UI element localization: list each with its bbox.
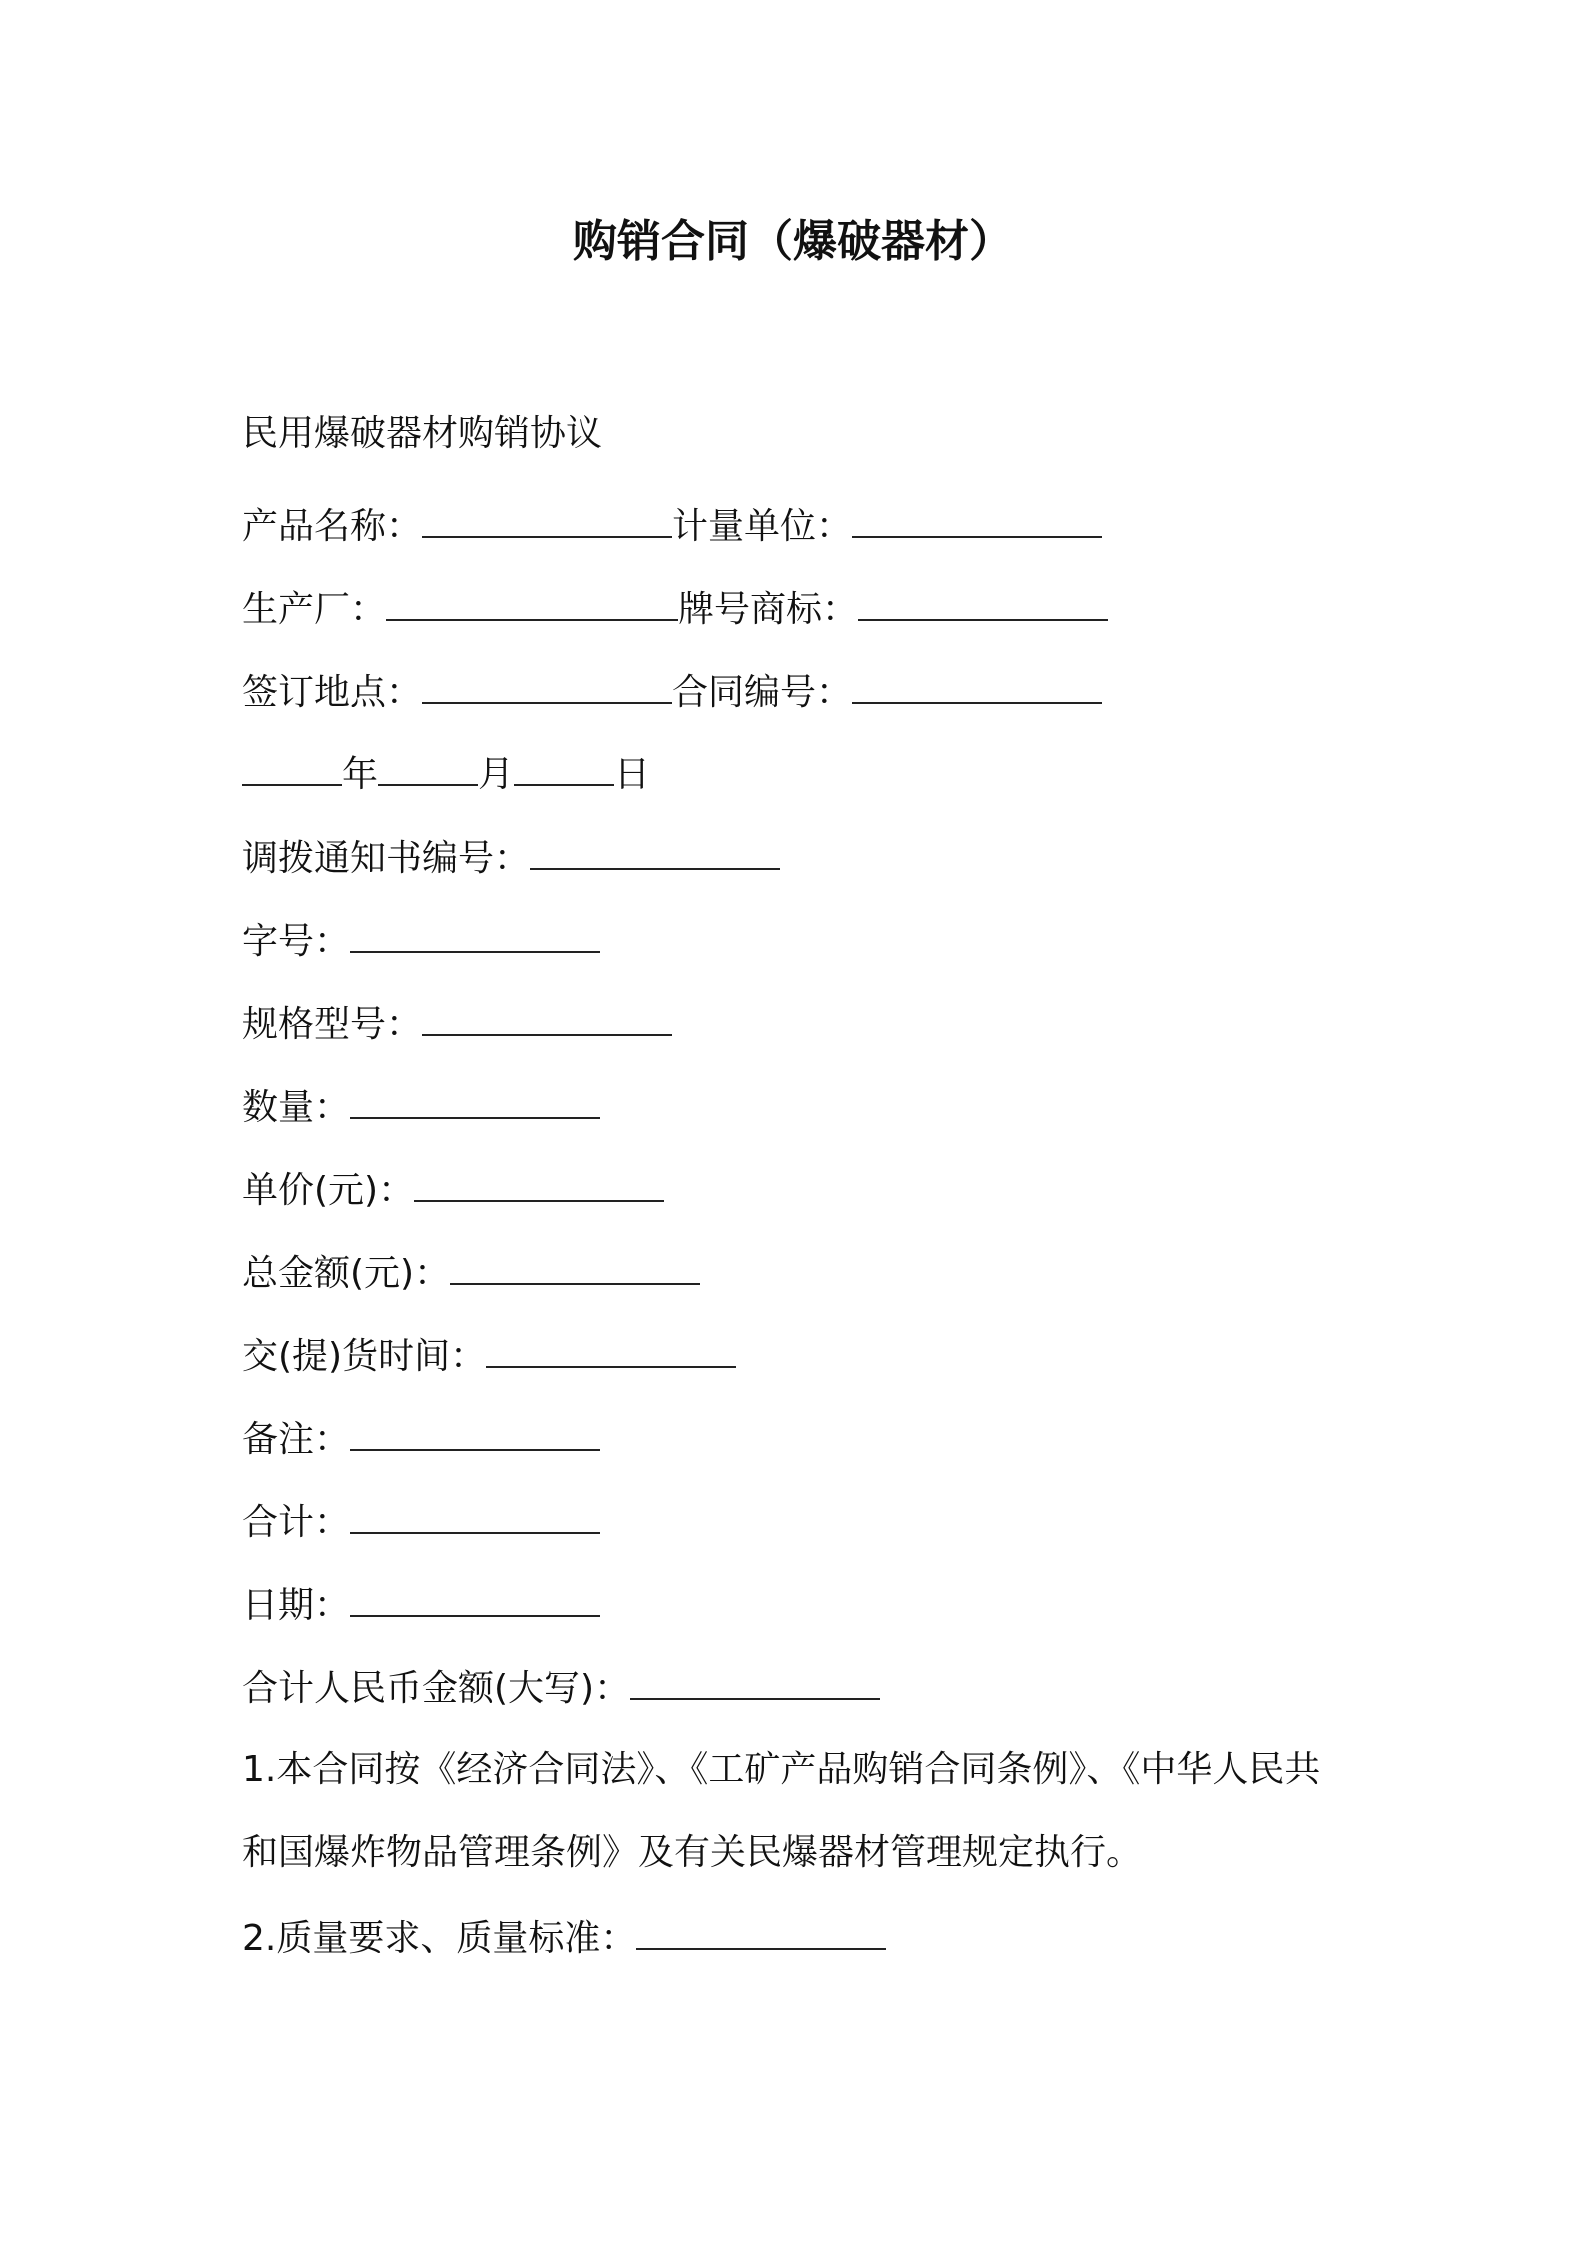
clause-1-line-2: 和国爆炸物品管理条例》及有关民爆器材管理规定执行。 <box>242 1832 1143 1873</box>
field-label: 规格型号： <box>242 1004 423 1045</box>
document-title: 购销合同（爆破器材） <box>573 216 1013 267</box>
field-label: 单价(元)： <box>242 1170 415 1211</box>
month-label: 月 <box>478 754 515 795</box>
clause-2-row <box>242 1912 886 1963</box>
factory-brand-row <box>242 583 1108 634</box>
document-subtitle: 民用爆破器材购销协议 <box>242 413 603 454</box>
contract-number-label: 合同编号： <box>672 672 853 713</box>
field-row-total-amount <box>242 1247 700 1298</box>
date-row <box>242 748 650 799</box>
field-blank <box>422 998 672 1036</box>
field-row-total-rmb-uppercase <box>242 1662 880 1713</box>
signing-place-blank <box>422 666 672 704</box>
factory-blank <box>386 583 678 621</box>
field-row-subtotal <box>242 1496 600 1547</box>
field-row-delivery-time <box>242 1330 736 1381</box>
day-blank <box>514 748 614 786</box>
year-blank <box>242 748 342 786</box>
field-row-unit-price <box>242 1164 664 1215</box>
field-label: 合计： <box>242 1502 351 1543</box>
field-blank <box>350 915 600 953</box>
field-blank <box>350 1413 600 1451</box>
product-name-blank <box>422 500 672 538</box>
field-row-serial <box>242 915 600 966</box>
field-blank <box>414 1164 664 1202</box>
field-label: 字号： <box>242 921 351 962</box>
product-unit-row <box>242 500 1102 551</box>
contract-number-blank <box>852 666 1102 704</box>
clause-1-line-1: 1.本合同按《经济合同法》、《工矿产品购销合同条例》、《中华人民共 <box>242 1749 1321 1790</box>
field-label: 备注： <box>242 1419 351 1460</box>
field-blank <box>450 1247 700 1285</box>
field-label: 总金额(元)： <box>242 1253 451 1294</box>
signing-place-label: 签订地点： <box>242 672 423 713</box>
brand-blank <box>858 583 1108 621</box>
field-label: 合计人民币金额(大写)： <box>242 1668 631 1709</box>
field-row-quantity <box>242 1081 600 1132</box>
quality-standard-blank <box>636 1912 886 1950</box>
month-blank <box>378 748 478 786</box>
product-name-label: 产品名称： <box>242 506 423 547</box>
field-row-remarks <box>242 1413 600 1464</box>
year-label: 年 <box>342 754 379 795</box>
field-label: 调拨通知书编号： <box>242 838 531 879</box>
field-blank <box>350 1579 600 1617</box>
unit-blank <box>852 500 1102 538</box>
field-label: 数量： <box>242 1087 351 1128</box>
place-number-row <box>242 666 1102 717</box>
field-blank <box>530 832 780 870</box>
factory-label: 生产厂： <box>242 589 387 630</box>
field-blank <box>350 1081 600 1119</box>
field-row-notice-number <box>242 832 780 883</box>
field-label: 日期： <box>242 1585 351 1626</box>
unit-label: 计量单位： <box>672 506 853 547</box>
field-blank <box>630 1662 880 1700</box>
field-label: 交(提)货时间： <box>242 1336 487 1377</box>
day-label: 日 <box>614 754 651 795</box>
field-row-model <box>242 998 672 1049</box>
quality-standard-label: 2.质量要求、质量标准： <box>242 1918 637 1959</box>
field-blank <box>486 1330 736 1368</box>
field-blank <box>350 1496 600 1534</box>
brand-label: 牌号商标： <box>678 589 859 630</box>
field-row-date <box>242 1579 600 1630</box>
